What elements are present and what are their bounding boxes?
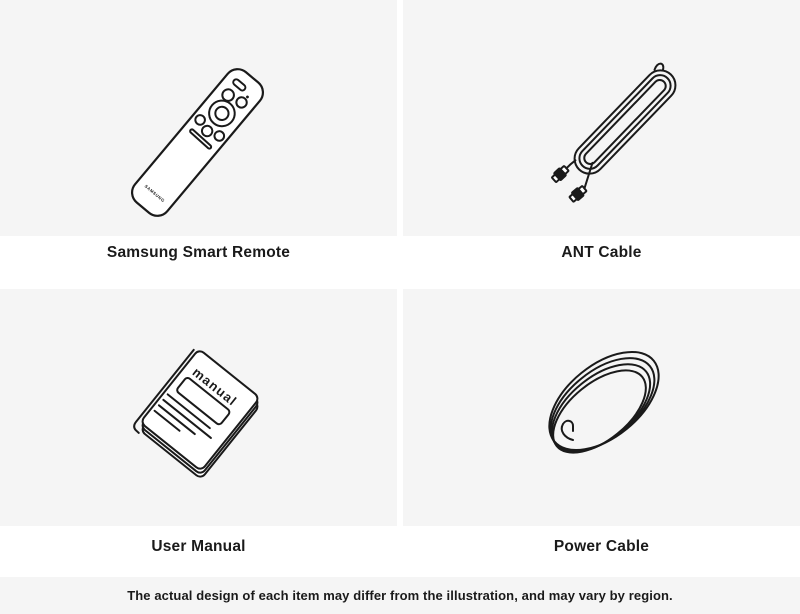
accessory-panel-user-manual [0,289,397,526]
remote-body [127,64,268,221]
accessory-label-user-manual: User Manual [151,538,246,555]
caption-row-bottom [0,526,800,577]
power-cable-end [562,421,573,440]
ant-cable-illustration [403,0,800,236]
accessory-label-ant-cable: ANT Cable [561,244,642,261]
accessory-panel-remote [0,0,397,236]
accessory-label-remote: Samsung Smart Remote [106,244,291,261]
remote-logo: SAMSUNG [143,183,166,204]
accessory-panel-power-cable [403,289,800,526]
ant-coil-loop [575,71,675,173]
power-coil-loop [532,333,677,470]
panel-row-bottom [0,289,800,526]
footnote: The actual design of each item may differ from the illustration, and may vary by region. [127,588,673,603]
accessory-label-power-cable: Power Cable [553,538,650,555]
user-manual-illustration [0,289,397,526]
ant-connector [551,165,570,184]
ant-cable-lead [566,160,575,169]
caption-row-top [0,236,800,289]
ant-cable-end-curl [654,62,666,74]
samsung-smart-remote-illustration [0,0,397,236]
ant-connector [568,185,587,203]
panel-row-top [0,0,800,236]
manual-cover-title: manual [189,364,241,409]
accessory-panel-ant-cable [403,0,800,236]
footnote-bar [0,577,800,614]
ant-coil-loop [582,78,668,167]
power-cable-illustration [403,289,800,526]
